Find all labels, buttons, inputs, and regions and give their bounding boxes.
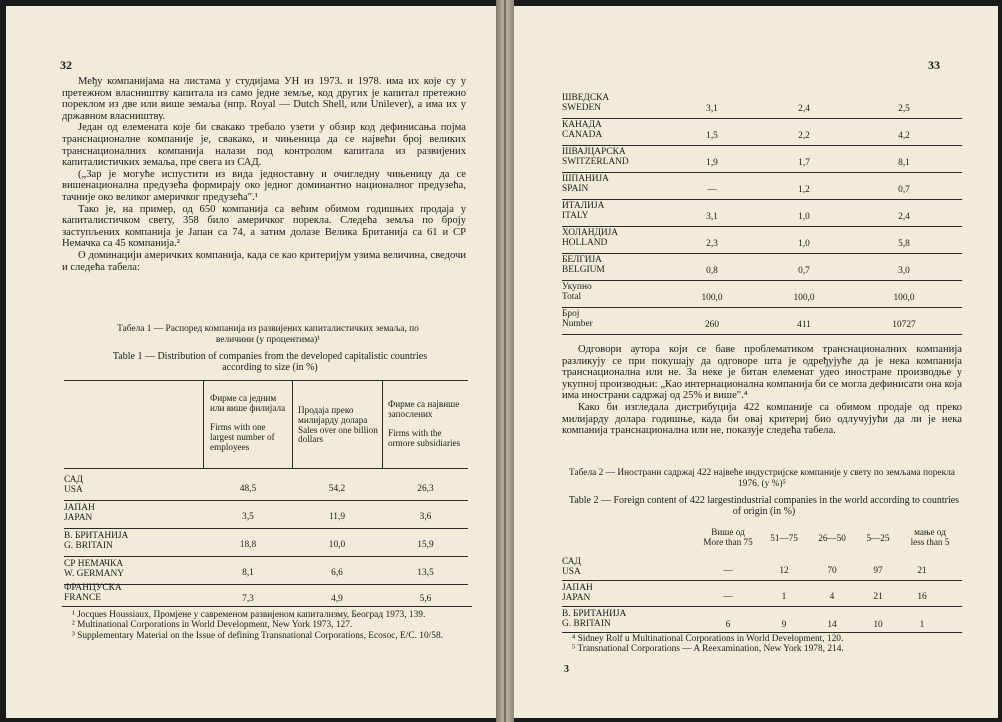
paragraph: Одговори аутора који се баве проблематиком транснационалних компанија разликују се при покушају да одговоре шта је одређујуће да је нека компанија транснационална или не. За неке је битан елеменат удео иностране производње у укупној производњи: „Као интернационална компанија би се могла дефинисати она која има инострани садржај од 25% и више".⁴ — [562, 344, 962, 402]
table-cell: 9 — [781, 620, 787, 630]
table-cell: 15,9 — [417, 540, 434, 550]
footnote: ⁵ Transnational Corporations — A Reexamination, New York 1978, 214. — [572, 644, 844, 655]
row-label: ЈАПАН JAPAN — [64, 503, 95, 523]
table-cell: 6,6 — [331, 568, 343, 578]
table-row — [64, 584, 468, 606]
row-label: ШВЕДСКА SWEDEN — [562, 93, 610, 113]
table-1 — [64, 380, 468, 606]
table-cell: 70 — [827, 566, 837, 576]
header-rule — [64, 468, 468, 469]
paragraph: Међу компанијама на листама у студијама УН из 1973. и 1978. има их које су у претежном власништву капитала из само једне земље, код других је капитал претежно пореклом из две или више земаља (нпр. Royal — Dutch Shell, или Unilever), а има их у државном власништву. — [62, 76, 466, 122]
footnote: ¹ Jocques Houssiaux, Промјене у савременом развијеном капитализму, Београд 1973, 139. — [72, 610, 426, 620]
footnote-rule — [562, 632, 962, 633]
column-header: Фирме са највише запослених Firms with the ormore subsidiaries — [388, 399, 461, 449]
table-caption-sr: Табела 2 — Инострани садржај 422 највеће индустријске компаније у свету по земљама порекла 1976. (у %)⁵ — [569, 468, 955, 489]
table-cell: 5,8 — [898, 239, 910, 249]
table-cell: 14 — [827, 620, 837, 630]
table-cell: — — [723, 566, 733, 576]
table-row — [562, 556, 962, 581]
signature-mark: 3 — [564, 664, 569, 675]
column-header: 26—50 — [818, 533, 846, 543]
row-label: САД USA — [562, 557, 581, 577]
table-row — [562, 582, 962, 607]
table-cell: 26,3 — [417, 484, 434, 494]
table-cell: 48,5 — [239, 484, 257, 494]
right-page — [514, 6, 998, 718]
table-row — [562, 119, 962, 146]
table-row — [64, 530, 468, 557]
table-cell: 4,9 — [331, 594, 343, 604]
table-caption-en: Table 2 — Foreign content of 422 largestindustrial companies in the world according to countries of origin (in %) — [568, 495, 960, 517]
table-cell: 12 — [779, 566, 789, 576]
body-text — [62, 76, 466, 273]
row-label: ШВАЈЦАРСКА SWITZERLAND — [562, 147, 629, 167]
column-divider — [382, 380, 383, 468]
table-cell: 3,0 — [898, 266, 910, 276]
table-row — [64, 474, 468, 501]
row-label: Укупно Total — [562, 282, 592, 302]
table-caption-sr: Табела 1 — Распоред компанија из развијених капиталистичких земаља, по величини (у процентима)¹ — [117, 324, 419, 345]
paragraph: („Зар је могуће испустити из вида једноставну и очигледну чињеницу да се вишенационална предузећа формирају око једног доминантно националног предузећа, тачније око великог америчког предузећа".¹ — [62, 168, 466, 203]
table-row — [562, 608, 962, 632]
paragraph: Како би изгледала дистрибуција 422 компаније са обимом продаје од преко милијарду долара годишње, када би овај критериј био одлучујући да ли је нека компанија транснационална или не, показује следећа табела. — [562, 401, 962, 437]
table-cell: 21 — [873, 592, 883, 602]
column-header: Више од More than 75 — [703, 527, 753, 547]
footnotes — [62, 610, 472, 641]
table-cell: 1,7 — [798, 158, 810, 168]
table-cell: 1,9 — [706, 158, 718, 168]
table-cell: 18,8 — [239, 540, 257, 550]
table-cell: 0,8 — [706, 266, 718, 276]
table-cell: 16 — [917, 592, 927, 602]
table-cell: 1,0 — [798, 212, 810, 222]
row-label: ЈАПАН JAPAN — [562, 583, 593, 603]
table-cell: 11,9 — [328, 512, 346, 522]
table-cell: 2,4 — [798, 104, 810, 114]
column-header: мање од less than 5 — [910, 527, 950, 547]
table-cell: 4,2 — [898, 131, 910, 141]
column-divider — [292, 380, 293, 468]
column-divider — [203, 380, 204, 468]
table-row — [64, 502, 468, 529]
table-cell: 411 — [797, 320, 811, 330]
row-label: В. БРИТАНИЈА G. BRITAIN — [562, 609, 627, 629]
table-cell: 1,0 — [798, 239, 810, 249]
table-cell: 10727 — [892, 320, 916, 330]
table-row — [562, 308, 962, 335]
row-label: СР НЕМАЧКА W. GERMANY — [64, 559, 125, 579]
column-header: Фирме са једним или више филијала Firms with one largest number of employees — [210, 393, 286, 452]
table-cell: 2,5 — [898, 104, 910, 114]
table-row — [562, 146, 962, 173]
table-cell: 1,5 — [706, 131, 718, 141]
page-number: 33 — [928, 58, 940, 72]
row-label: ФРАНЦУСКА FRANCE — [64, 583, 122, 603]
table-caption-en: Table 1 — Distribution of companies from the developed capitalistic countries according to size (in %) — [112, 351, 428, 373]
row-label: ШПАНИЈА SPAIN — [562, 174, 609, 194]
table-cell: 1,2 — [798, 185, 810, 195]
column-header: Продаја преко милијарду долара Sales over one billion dollars — [298, 405, 378, 445]
table-cell: 10,0 — [328, 540, 346, 550]
table-cell: 21 — [917, 566, 927, 576]
row-label: ХОЛАНДИЈА HOLLAND — [562, 228, 619, 248]
table-cell: 3,1 — [706, 212, 718, 222]
footnote: ² Multinational Corporations in World Development, New York 1973, 127. — [72, 620, 353, 631]
table-cell: 2,3 — [706, 239, 718, 249]
book-gutter — [496, 0, 514, 722]
table-row — [562, 200, 962, 227]
table-cell: 7,3 — [242, 594, 254, 604]
table-cell: 260 — [704, 320, 720, 330]
row-label: ИТАЛИЈА ITALY — [562, 201, 605, 221]
row-label: САД USA — [64, 475, 83, 495]
table-cell: 13,5 — [417, 568, 434, 578]
footnote: ⁴ Sidney Rolf u Multinational Corporations in World Development, 120. — [572, 634, 844, 644]
table-cell: — — [707, 185, 717, 195]
row-label: БЕЛГИЈА BELGIUM — [562, 255, 605, 275]
table-row — [562, 173, 962, 200]
table-cell: 1 — [781, 592, 787, 602]
table-cell: 10 — [873, 620, 883, 630]
table-cell: 97 — [873, 566, 883, 576]
table-row — [562, 227, 962, 254]
table-cell: 100,0 — [893, 293, 915, 303]
table-cell: 8,1 — [898, 158, 910, 168]
table-top-rule — [64, 380, 468, 381]
table-cell: 3,6 — [419, 512, 432, 522]
table-cell: 3,1 — [706, 104, 718, 114]
row-label: Број Number — [562, 309, 593, 329]
table-cell: 2,2 — [798, 131, 810, 141]
table-row — [64, 558, 468, 585]
table-1-continued — [562, 92, 962, 336]
table-2 — [562, 526, 962, 634]
table-cell: 5,6 — [419, 594, 432, 604]
paragraph: Један од елемената које би свакако требало узети у обзир код дефинисања појма транснационалне компаније је, свакако, и чињеница да се највећи број великих транснационалних компанија налази под контролом капитала из развијених капиталистичких земаља, пре свега из САД. — [62, 122, 466, 169]
table-cell: 1 — [919, 620, 925, 630]
footnote: ³ Supplementary Material on the Issue of defining Transnational Corporations, Ecosoc, E/C. 10/58. — [72, 630, 443, 641]
table-cell: — — [723, 592, 733, 602]
row-label: КАНАДА CANADA — [562, 120, 603, 140]
table-row — [562, 281, 962, 308]
table-cell: 4 — [829, 592, 835, 602]
table-cell: 100,0 — [793, 293, 815, 303]
table-cell: 0,7 — [798, 266, 810, 276]
table-cell: 54,2 — [328, 484, 346, 494]
table-cell: 6 — [725, 620, 731, 630]
table-cell: 3,5 — [242, 512, 254, 522]
table-row — [562, 92, 962, 119]
table-cell: 8,1 — [242, 568, 254, 578]
page-number: 32 — [60, 58, 72, 72]
row-label: В. БРИТАНИЈА G. BRITAIN — [64, 531, 129, 551]
paragraph: Тако је, на пример, од 650 компанија са већим обимом годишњих продаја у капиталистичком свету, 358 било америчког порекла. Следећа земља по броју заступљених компанија је Јапан са 74, а затим долазе Велика Британија са 61 и СР Немачка са 45 компанија.² — [62, 203, 466, 250]
paragraph: О доминацији америчких компанија, када се као критеријум узима величина, сведочи и следећа табела: — [62, 249, 466, 273]
footnote-rule — [62, 606, 472, 607]
table-row — [562, 254, 962, 281]
table-cell: 2,4 — [898, 212, 910, 222]
column-header: 5—25 — [866, 533, 890, 543]
body-text — [562, 344, 962, 437]
table-cell: 100,0 — [701, 293, 723, 303]
column-header: 51—75 — [770, 533, 798, 543]
left-page — [6, 6, 496, 718]
footnotes — [562, 634, 962, 655]
table-cell: 0,7 — [898, 185, 910, 195]
